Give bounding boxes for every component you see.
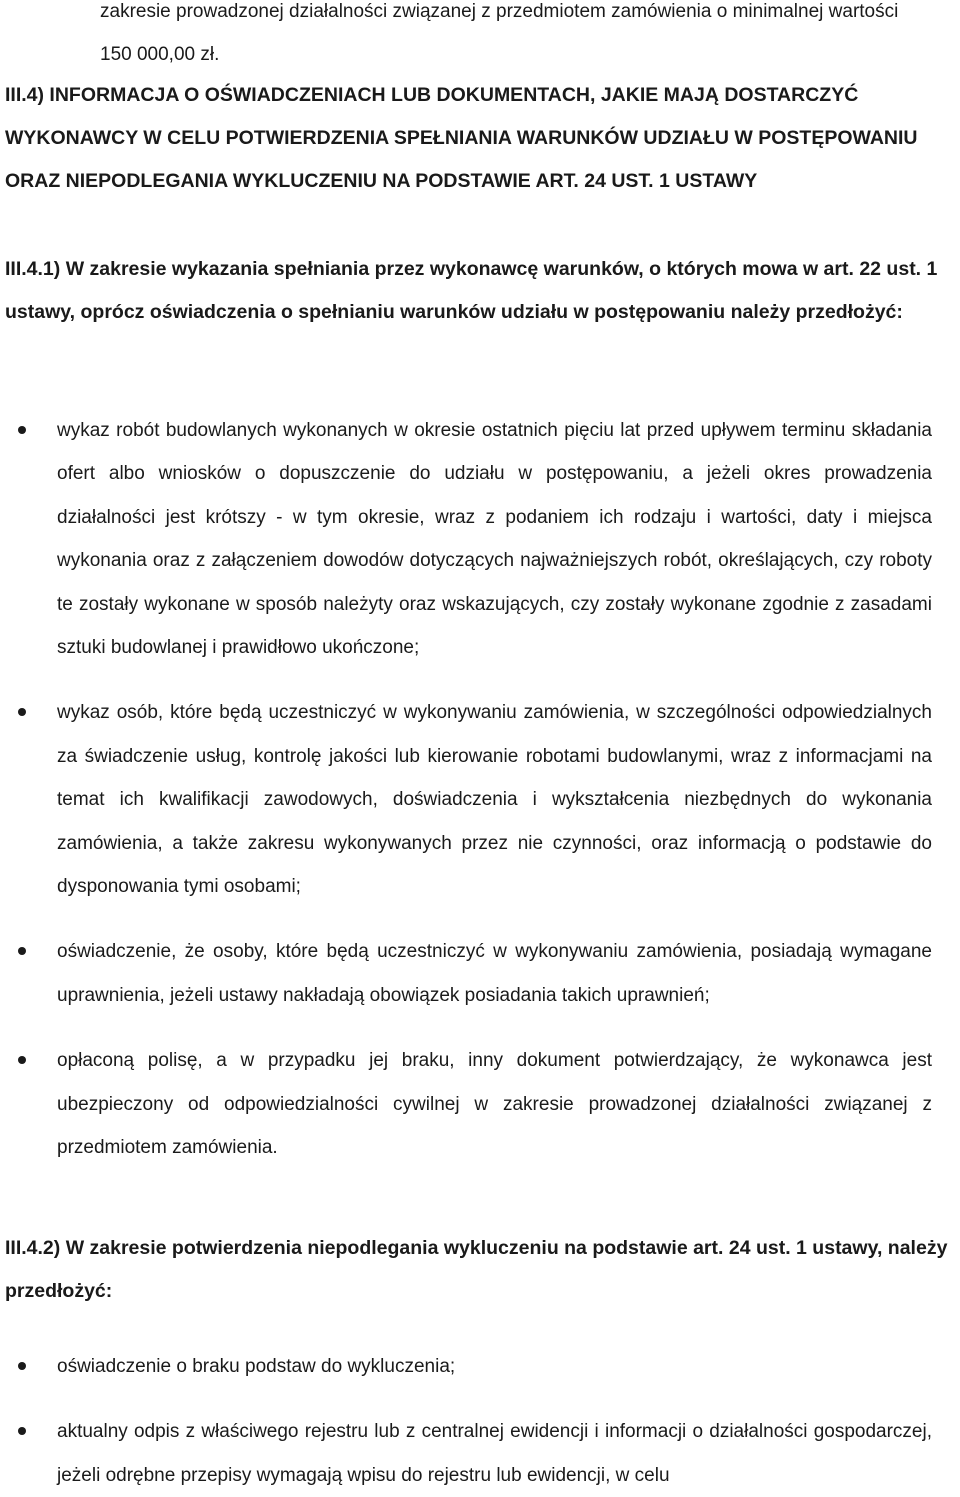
subsection-heading-iii-4-1: III.4.1) W zakresie wykazania spełniania przez wykonawcę warunków, o których mowa w art. 22 ust. 1 ustawy, oprócz oświadczenia o spełnianiu warunków udziału w postępowaniu należy przedłożyć: [5,258,938,323]
list-item-text: aktualny odpis z właściwego rejestru lub z centralnej ewidencji i informacji o działalności gospodarczej, jeżeli odrębne przepisy wymagają wpisu do rejestru lub ewidencji, w celu [57,1421,932,1486]
bullet-icon [18,1362,26,1370]
bullet-icon [18,1427,26,1435]
list-item [0,1410,960,1497]
list-item-text: wykaz robót budowlanych wykonanych w okresie ostatnich pięciu lat przed upływem terminu składania ofert albo wniosków o dopuszczenie do udziału w postępowaniu, a jeżeli okres prowadzenia działalności jest krótszy - w tym okresie, wraz z podaniem ich rodzaju i wartości, daty i miejsca wykonania oraz z załączeniem dowodów dotyczących najważniejszych robót, określających, czy roboty te zostały wykonane w sposób należyty oraz wskazujących, czy zostały wykonane zgodnie z zasadami sztuki budowlanej i prawidłowo ukończone; [57,420,932,659]
list-item-text: opłaconą polisę, a w przypadku jej braku, inny dokument potwierdzający, że wykonawca jest ubezpieczony od odpowiedzialności cywilnej w zakresie prowadzonej działalności związanej z przedmiotem zamówienia. [57,1050,932,1159]
bullet-icon [18,426,26,434]
requirements-list-1 [0,409,960,1170]
list-item-text: oświadczenie o braku podstaw do wykluczenia; [57,1356,456,1377]
requirements-list-2 [0,1345,960,1497]
list-item-text: oświadczenie, że osoby, które będą uczestniczyć w wykonywaniu zamówienia, posiadają wymagane uprawnienia, jeżeli ustawy nakładają obowiązek posiadania takich uprawnień; [57,941,932,1006]
bullet-icon [18,708,26,716]
bullet-icon [18,947,26,955]
list-item [0,1345,960,1388]
list-item [0,930,960,1017]
bullet-icon [18,1056,26,1064]
list-item-text: wykaz osób, które będą uczestniczyć w wykonywaniu zamówienia, w szczególności odpowiedzialnych za świadczenie usług, kontrolę jakości lub kierowanie robotami budowlanymi, wraz z informacjami na temat ich kwalifikacji zawodowych, doświadczenia i wykształcenia niezbędnych do wykonania zamówienia, a także zakresu wykonywanych przez nie czynności, oraz informacją o podstawie do dysponowania tymi osobami; [57,702,932,898]
subsection-heading-iii-4-2: III.4.2) W zakresie potwierdzenia niepodlegania wykluczeniu na podstawie art. 24 ust. 1 ustawy, należy przedłożyć: [5,1237,948,1302]
list-item [0,691,960,908]
section-heading-iii-4: III.4) INFORMACJA O OŚWIADCZENIACH LUB DOKUMENTACH, JAKIE MAJĄ DOSTARCZYĆ WYKONAWCY W CELU POTWIERDZENIA SPEŁNIANIA WARUNKÓW UDZIAŁU W POSTĘPOWANIU ORAZ NIEPODLEGANIA WYKLUCZENIU NA PODSTAWIE ART. 24 UST. 1 USTAWY [5,84,918,192]
continuation-paragraph: zakresie prowadzonej działalności związanej z przedmiotem zamówienia o minimalnej wartości 150 000,00 zł. [100,1,899,65]
list-item [0,409,960,669]
list-item [0,1039,960,1169]
